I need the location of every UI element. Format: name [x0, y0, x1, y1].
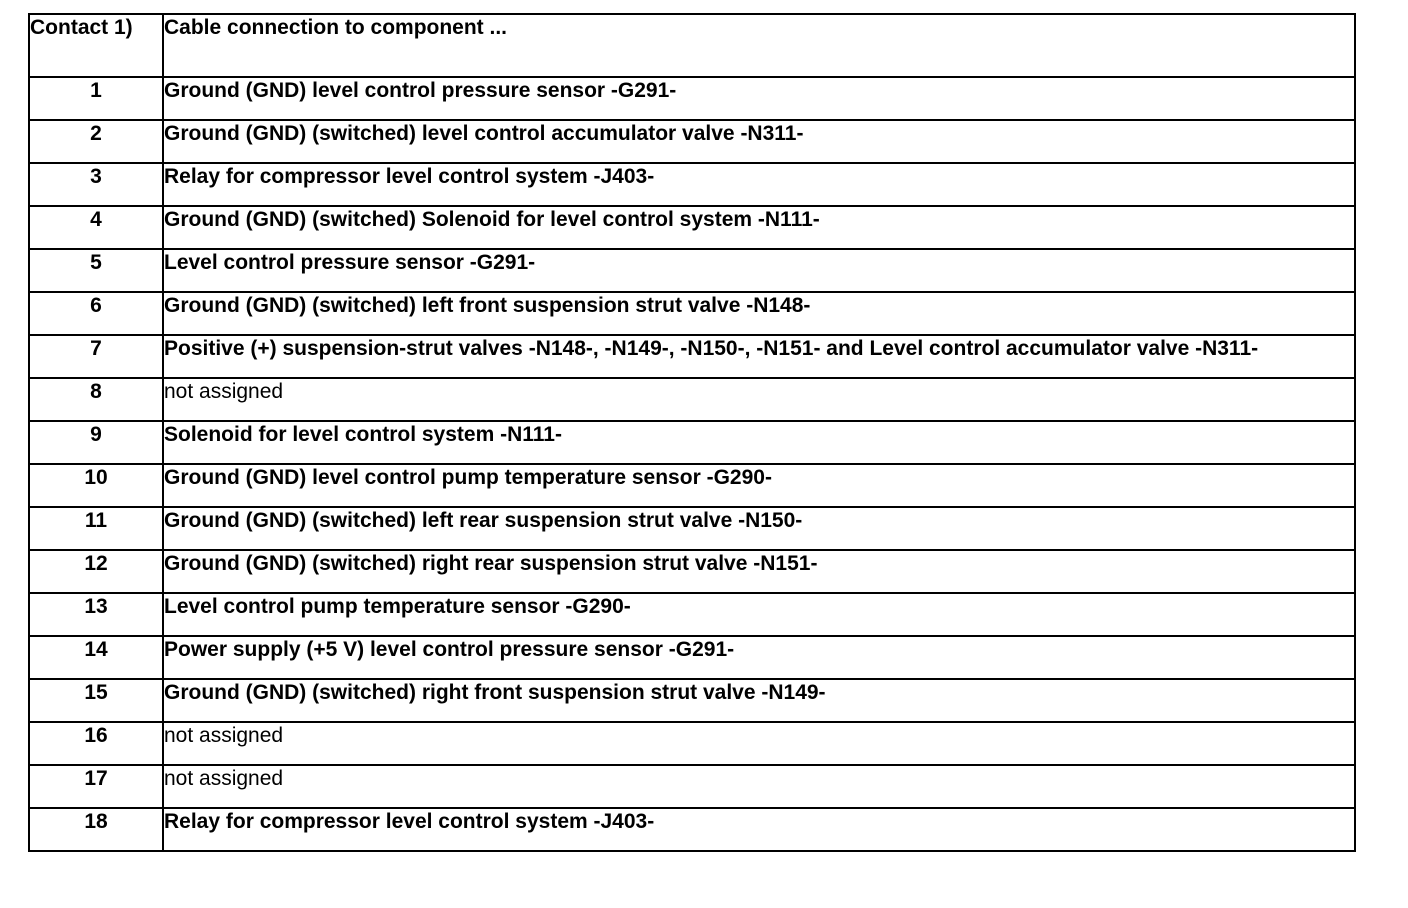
cable-connection-cell: Level control pump temperature sensor -G290- — [163, 593, 1355, 636]
table-row — [29, 765, 1355, 808]
contact-number-cell: 8 — [29, 378, 163, 421]
table-row — [29, 292, 1355, 335]
contact-number-cell: 11 — [29, 507, 163, 550]
cable-connection-cell: Ground (GND) level control pump temperature sensor -G290- — [163, 464, 1355, 507]
table-row — [29, 550, 1355, 593]
table-row — [29, 636, 1355, 679]
cable-connection-cell: not assigned — [163, 765, 1355, 808]
cable-connection-cell: Solenoid for level control system -N111- — [163, 421, 1355, 464]
table-row — [29, 77, 1355, 120]
table-row — [29, 507, 1355, 550]
cable-connection-cell: Ground (GND) (switched) level control accumulator valve -N311- — [163, 120, 1355, 163]
cable-connection-cell: Ground (GND) (switched) right rear suspension strut valve -N151- — [163, 550, 1355, 593]
contact-number-cell: 14 — [29, 636, 163, 679]
contact-number-cell: 6 — [29, 292, 163, 335]
header-row — [29, 14, 1355, 77]
cable-connection-cell: Power supply (+5 V) level control pressure sensor -G291- — [163, 636, 1355, 679]
table-row — [29, 249, 1355, 292]
contact-number-cell: 1 — [29, 77, 163, 120]
table-row — [29, 722, 1355, 765]
contact-number-cell: 17 — [29, 765, 163, 808]
cable-connection-column-header: Cable connection to component ... — [163, 14, 1355, 77]
table-row — [29, 335, 1355, 378]
cable-connection-cell: Positive (+) suspension-strut valves -N148-, -N149-, -N150-, -N151- and Level control accumulator valve -N311- — [163, 335, 1355, 378]
table-row — [29, 593, 1355, 636]
cable-connection-cell: Ground (GND) (switched) left rear suspension strut valve -N150- — [163, 507, 1355, 550]
table-body — [29, 77, 1355, 851]
cable-connection-cell: Relay for compressor level control system -J403- — [163, 808, 1355, 851]
cable-connection-cell: Level control pressure sensor -G291- — [163, 249, 1355, 292]
contact-number-cell: 2 — [29, 120, 163, 163]
contact-number-cell: 5 — [29, 249, 163, 292]
table-row — [29, 163, 1355, 206]
table-row — [29, 120, 1355, 163]
contact-number-cell: 3 — [29, 163, 163, 206]
contact-number-cell: 15 — [29, 679, 163, 722]
contact-number-cell: 10 — [29, 464, 163, 507]
cable-connection-cell: Ground (GND) (switched) left front suspension strut valve -N148- — [163, 292, 1355, 335]
contact-number-cell: 18 — [29, 808, 163, 851]
cable-connection-cell: Ground (GND) (switched) Solenoid for level control system -N111- — [163, 206, 1355, 249]
table-header — [29, 14, 1355, 77]
table-row — [29, 206, 1355, 249]
table-row — [29, 679, 1355, 722]
contact-number-cell: 4 — [29, 206, 163, 249]
contact-column-header: Contact 1) — [29, 14, 163, 77]
cable-connection-cell: Ground (GND) level control pressure sensor -G291- — [163, 77, 1355, 120]
contact-number-cell: 7 — [29, 335, 163, 378]
cable-connection-cell: not assigned — [163, 378, 1355, 421]
contact-number-cell: 12 — [29, 550, 163, 593]
table-row — [29, 808, 1355, 851]
cable-connection-cell: not assigned — [163, 722, 1355, 765]
cable-connection-cell: Ground (GND) (switched) right front suspension strut valve -N149- — [163, 679, 1355, 722]
table-row — [29, 421, 1355, 464]
table-row — [29, 378, 1355, 421]
table-row — [29, 464, 1355, 507]
contact-number-cell: 13 — [29, 593, 163, 636]
contact-number-cell: 9 — [29, 421, 163, 464]
cable-connection-cell: Relay for compressor level control system -J403- — [163, 163, 1355, 206]
pin-assignment-table — [28, 13, 1356, 852]
contact-number-cell: 16 — [29, 722, 163, 765]
